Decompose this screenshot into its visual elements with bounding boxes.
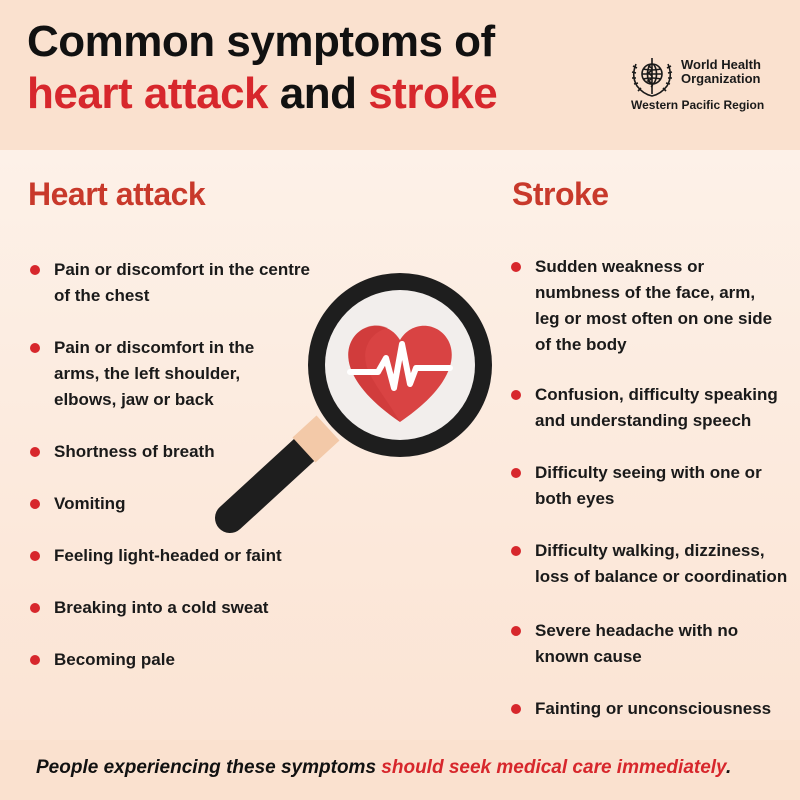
item-line: elbows, jaw or back [54, 390, 214, 409]
item-line: of the body [535, 335, 627, 354]
bullet-icon [511, 262, 521, 272]
bullet-icon [511, 546, 521, 556]
item-line: Sudden weakness or [535, 257, 705, 276]
title-line-1: Common symptoms of [27, 17, 495, 66]
bullet-icon [511, 704, 521, 714]
magnifying-glass-heart-icon [200, 260, 510, 550]
list-item [511, 696, 771, 722]
item-line: arms, the left shoulder, [54, 364, 241, 383]
bullet-icon [511, 468, 521, 478]
footer-message [36, 757, 731, 779]
who-logo [627, 52, 797, 116]
footer-text-emphasis: should seek medical care immediately [381, 757, 726, 778]
item-line: leg or most often on one side [535, 309, 773, 328]
footer-band [0, 740, 800, 800]
footer-text-part-1: People experiencing these symptoms [36, 757, 382, 778]
title-and: and [268, 69, 369, 118]
item-line: Difficulty seeing with one or [535, 463, 762, 482]
list-item [511, 460, 762, 512]
list-item [511, 254, 772, 358]
item-line: Difficulty walking, dizziness, [535, 541, 765, 560]
bullet-icon [30, 265, 40, 275]
list-item [30, 491, 125, 517]
stroke-heading: Stroke [512, 176, 609, 212]
item-line: Breaking into a cold sweat [54, 598, 269, 617]
list-item [30, 647, 175, 673]
bullet-icon [511, 390, 521, 400]
item-line: and understanding speech [535, 411, 752, 430]
bullet-icon [30, 343, 40, 353]
bullet-icon [30, 551, 40, 561]
list-item [511, 382, 778, 434]
item-line: Severe headache with no [535, 621, 739, 640]
item-line: Feeling light-headed or faint [54, 546, 282, 565]
bullet-icon [30, 655, 40, 665]
item-line: Confusion, difficulty speaking [535, 385, 778, 404]
who-name-line-1: World Health [681, 57, 761, 72]
title-heart-attack: heart attack [27, 69, 269, 118]
heart-attack-heading: Heart attack [28, 176, 206, 212]
list-item [30, 595, 268, 621]
bullet-icon [30, 603, 40, 613]
list-item [511, 538, 787, 590]
item-line: known cause [535, 647, 642, 666]
item-line: Fainting or unconsciousness [535, 699, 772, 718]
item-line: Pain or discomfort in the centre [54, 260, 310, 279]
item-line: Pain or discomfort in the [54, 338, 255, 357]
bullet-icon [30, 499, 40, 509]
item-line: both eyes [535, 489, 615, 508]
item-line: Vomiting [54, 494, 126, 513]
item-line: loss of balance or coordination [535, 567, 788, 586]
title-stroke: stroke [368, 69, 498, 118]
item-line: Shortness of breath [54, 442, 215, 461]
footer-text-part-3: . [725, 757, 732, 778]
who-name [681, 58, 761, 86]
bullet-icon [511, 626, 521, 636]
item-line: numbness of the face, arm, [535, 283, 756, 302]
title-line-2 [27, 68, 497, 120]
who-region: Western Pacific Region [631, 98, 765, 112]
item-line: of the chest [54, 286, 150, 305]
list-item [511, 618, 738, 670]
item-line: Becoming pale [54, 650, 175, 669]
who-emblem-icon [627, 52, 677, 102]
list-item [30, 439, 215, 465]
who-name-line-2: Organization [681, 71, 761, 86]
bullet-icon [30, 447, 40, 457]
page-title [27, 16, 497, 120]
